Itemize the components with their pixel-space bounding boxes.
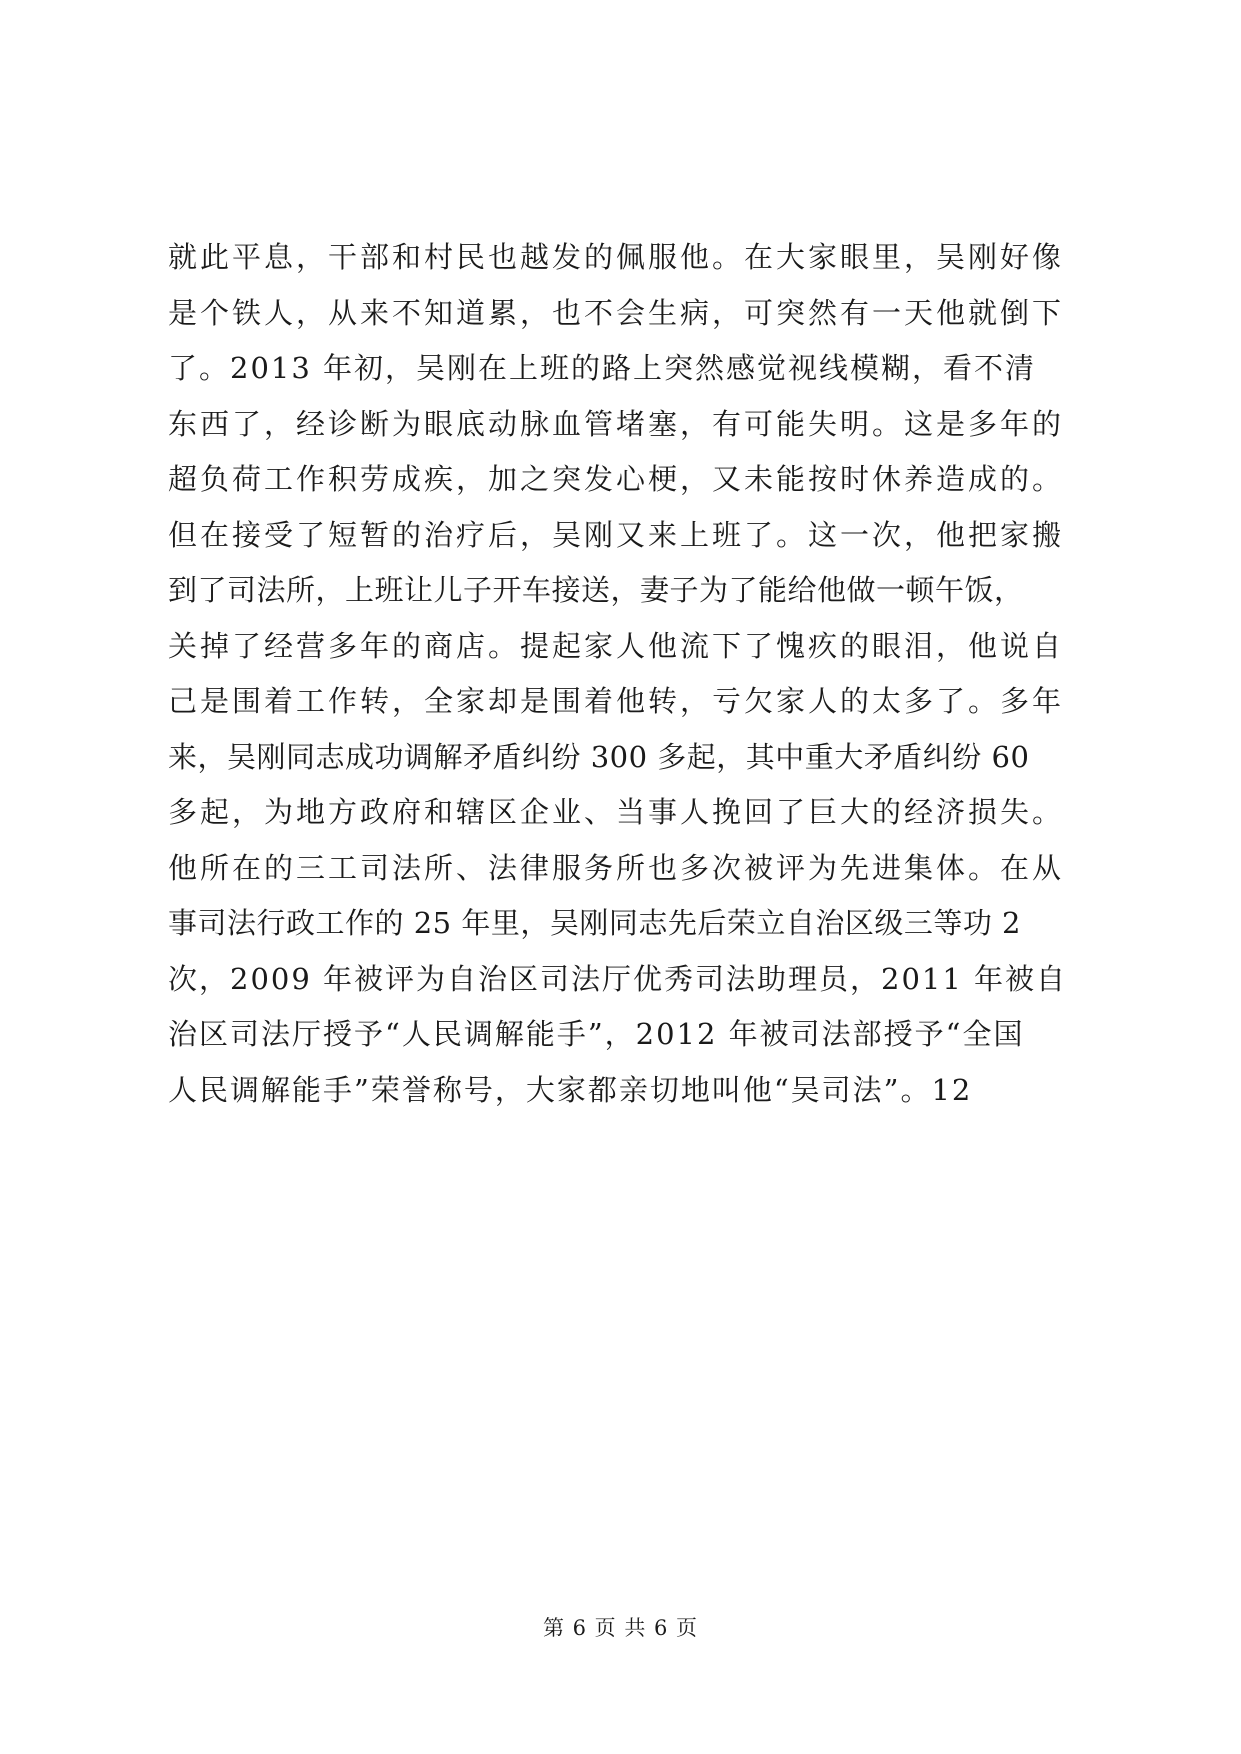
page-number-footer: 第 6 页 共 6 页 bbox=[542, 1616, 699, 1640]
text-line: 他所在的三工司法所、法律服务所也多次被评为先进集体。在从 bbox=[168, 850, 1065, 885]
text-line: 多起，为地方政府和辖区企业、当事人挽回了巨大的经济损失。 bbox=[168, 795, 1065, 829]
text-line: 己是围着工作转，全家却是围着他转，亏欠家人的太多了。多年 bbox=[168, 684, 1065, 718]
text-line: 来，吴刚同志成功调解矛盾纠纷 300 多起，其中重大矛盾纠纷 60 bbox=[168, 739, 1030, 774]
text-line: 但在接受了短暂的治疗后，吴刚又来上班了。这一次，他把家搬 bbox=[168, 517, 1065, 552]
text-line: 东西了，经诊断为眼底动脉血管堵塞，有可能失明。这是多年的 bbox=[168, 406, 1065, 441]
text-line: 到了司法所，上班让儿子开车接送，妻子为了能给他做一顿午饭， bbox=[168, 573, 1024, 607]
text-line: 关掉了经营多年的商店。提起家人他流下了愧疚的眼泪，他说自 bbox=[168, 628, 1065, 663]
text-line: 事司法行政工作的 25 年里，吴刚同志先后荣立自治区级三等功 2 bbox=[168, 906, 1022, 940]
text-line: 次，2009 年被评为自治区司法厅优秀司法助理员，2011 年被自 bbox=[168, 961, 1068, 996]
text-line: 人民调解能手”荣誉称号，大家都亲切地叫他“吴司法”。12 bbox=[168, 1072, 973, 1107]
text-line: 是个铁人，从来不知道累，也不会生病，可突然有一天他就倒下 bbox=[168, 295, 1065, 330]
text-line: 就此平息，干部和村民也越发的佩服他。在大家眼里，吴刚好像 bbox=[168, 240, 1065, 274]
body-paragraph bbox=[168, 230, 1078, 1118]
text-line: 了。2013 年初，吴刚在上班的路上突然感觉视线模糊，看不清 bbox=[168, 351, 1037, 385]
text-line: 治区司法厅授予“人民调解能手”，2012 年被司法部授予“全国 bbox=[168, 1017, 1025, 1051]
text-line: 超负荷工作积劳成疾，加之突发心梗，又未能按时休养造成的。 bbox=[168, 462, 1065, 496]
